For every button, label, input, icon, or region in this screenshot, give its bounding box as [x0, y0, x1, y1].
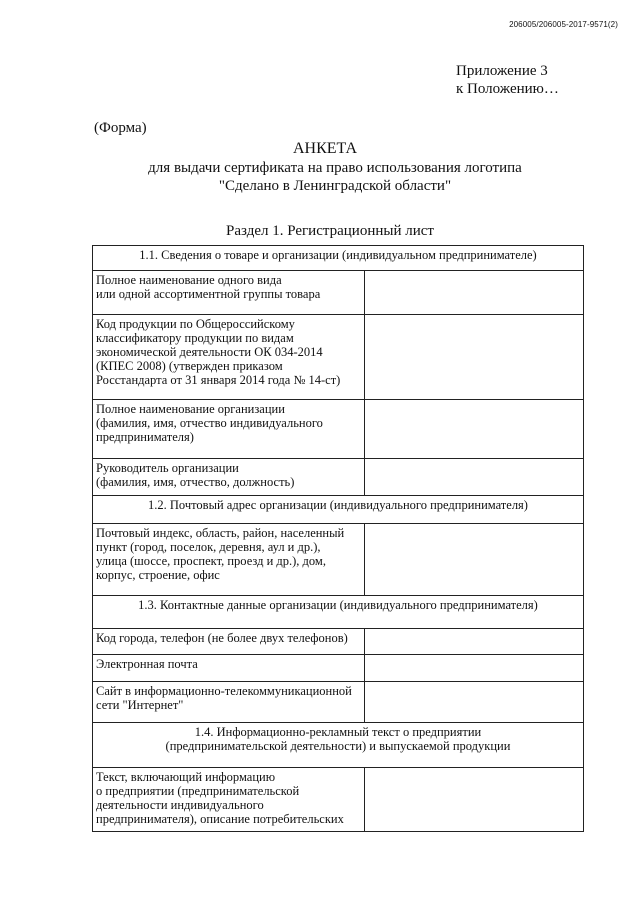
table-row: [93, 768, 584, 832]
section-header-row: [93, 496, 584, 524]
field-value-email[interactable]: [365, 655, 584, 682]
field-label-phone: Код города, телефон (не более двух телефонов): [93, 629, 365, 655]
document-code: 206005/206005-2017-9571(2): [509, 20, 618, 29]
document-subtitle-line-2: "Сделано в Ленинградской области": [218, 178, 452, 194]
field-value-advertising-text[interactable]: [365, 768, 584, 832]
section-header-row: [93, 723, 584, 768]
section-header-1-2: 1.2. Почтовый адрес организации (индивидуального предпринимателя): [93, 496, 584, 524]
table-row: [93, 524, 584, 596]
table-row: [93, 655, 584, 682]
section-header-1-3: 1.3. Контактные данные организации (индивидуального предпринимателя): [93, 596, 584, 629]
field-value-postal-address[interactable]: [365, 524, 584, 596]
table-row: [93, 682, 584, 723]
appendix-note: [456, 62, 559, 98]
field-label-advertising-text: Текст, включающий информацию о предприятии (предпринимательской деятельности индивидуального предпринимателя), описание потребительских: [93, 768, 365, 832]
field-value-product-name[interactable]: [365, 271, 584, 315]
field-value-product-code[interactable]: [365, 315, 584, 400]
registration-table: [92, 245, 584, 832]
table-row: [93, 315, 584, 400]
field-label-organization-name: Полное наименование организации (фамилия, имя, отчество индивидуального предпринимателя): [93, 400, 365, 459]
title-block: [0, 139, 640, 195]
section-header-1-4: 1.4. Информационно-рекламный текст о предприятии (предпринимательской деятельности) и выпускаемой продукции: [93, 723, 584, 768]
field-label-product-code: Код продукции по Общероссийскому классификатору продукции по видам экономической деятельности ОК 034-2014 (КПЕС 2008) (утвержден приказом Росстандарта от 31 января 2014 года № 14-ст): [93, 315, 365, 400]
field-value-phone[interactable]: [365, 629, 584, 655]
field-value-website[interactable]: [365, 682, 584, 723]
appendix-line-2: к Положению…: [456, 81, 559, 97]
field-value-organization-name[interactable]: [365, 400, 584, 459]
appendix-line-1: Приложение 3: [456, 63, 548, 79]
field-label-product-name: Полное наименование одного вида или одной ассортиментной группы товара: [93, 271, 365, 315]
field-label-website: Сайт в информационно-телекоммуникационной сети "Интернет": [93, 682, 365, 723]
field-label-postal-address: Почтовый индекс, область, район, населенный пункт (город, поселок, деревня, аул и др.), улица (шоссе, проспект, проезд и др.), дом, корпус, строение, офис: [93, 524, 365, 596]
field-label-email: Электронная почта: [93, 655, 365, 682]
section-header-1-1: 1.1. Сведения о товаре и организации (индивидуальном предпринимателе): [93, 246, 584, 271]
form-label: (Форма): [94, 120, 147, 136]
table-row: [93, 629, 584, 655]
field-label-head-of-organization: Руководитель организации (фамилия, имя, отчество, должность): [93, 459, 365, 496]
document-subtitle-line-1: для выдачи сертификата на право использования логотипа: [148, 160, 522, 176]
section-header-row: [93, 596, 584, 629]
section-title: Раздел 1. Регистрационный лист: [226, 223, 434, 239]
table-row: [93, 400, 584, 459]
table-row: [93, 271, 584, 315]
field-value-head-of-organization[interactable]: [365, 459, 584, 496]
document-title: АНКЕТА: [292, 140, 358, 157]
section-header-row: [93, 246, 584, 271]
table-row: [93, 459, 584, 496]
